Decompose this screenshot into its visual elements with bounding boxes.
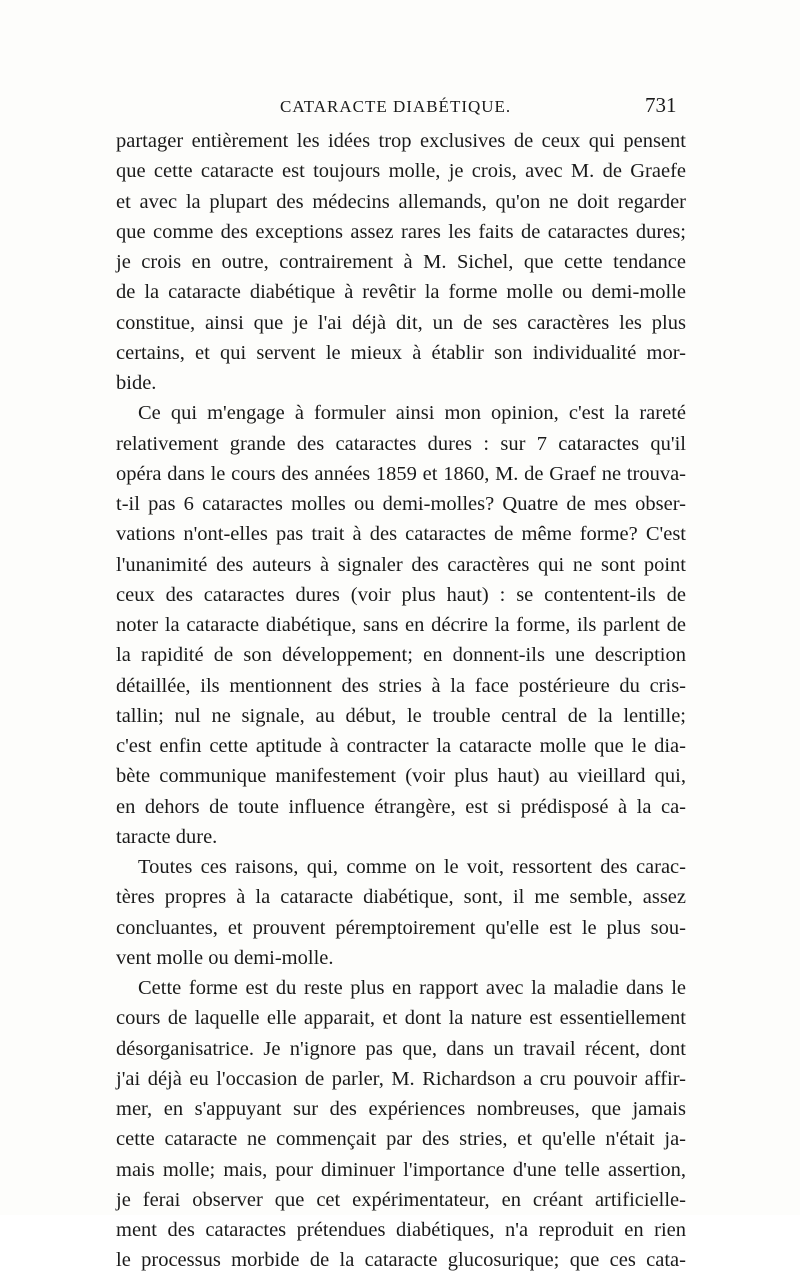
text-line: mer, en s'appuyant sur des expériences nombreuses, que jamais [116,1098,686,1120]
text-line: partager entièrement les idées trop exclusives de ceux qui pensent [116,130,686,152]
text-line: certains, et qui servent le mieux à établir son individualité mor- [116,341,686,364]
body-text [116,126,686,1276]
text-line: détaillée, ils mentionnent des stries à la face postérieure du cris- [116,674,686,697]
text-line: vations n'ont-elles pas trait à des cataractes de même forme? C'est [116,523,686,546]
text-line: que cette cataracte est toujours molle, je crois, avec M. de Graefe [116,160,686,183]
text-line: Ce qui m'engage à formuler ainsi mon opinion, c'est la rareté [138,402,686,425]
text-line: le processus morbide de la cataracte glucosurique; que ces cata- [116,1249,686,1272]
text-line: l'unanimité des auteurs à signaler des caractères qui ne sont point [116,553,686,576]
text-line: ceux des cataractes dures (voir plus haut) : se contentent-ils de [116,583,686,606]
text-line: taracte dure. [116,825,218,848]
text-line: j'ai déjà eu l'occasion de parler, M. Richardson a cru pouvoir affir- [116,1067,686,1090]
text-line: bète communique manifestement (voir plus haut) au vieillard qui, [116,765,686,788]
text-line: concluantes, et prouvent péremptoirement qu'elle est le plus sou- [116,916,686,939]
text-line: ment des cataractes prétendues diabétiques, n'a reproduit en rien [116,1219,686,1241]
text-line: et avec la plupart des médecins allemands, qu'on ne doit regarder [116,190,686,213]
text-line: désorganisatrice. Je n'ignore pas que, dans un travail récent, dont [116,1037,686,1060]
text-line: cette cataracte ne commençait par des stries, et qu'elle n'était ja- [116,1128,686,1151]
text-line: en dehors de toute influence étrangère, est si prédisposé à la ca- [116,795,686,818]
text-line: la rapidité de son développement; en donnent-ils une description [116,644,686,667]
text-line: constitue, ainsi que je l'ai déjà dit, un de ses caractères les plus [116,311,686,334]
text-line: tères propres à la cataracte diabétique, sont, il me semble, assez [116,886,686,909]
running-title: CATARACTE DIABÉTIQUE. [280,97,512,116]
text-line: Toutes ces raisons, qui, comme on le voit, ressortent des carac- [138,856,686,878]
text-line: noter la cataracte diabétique, sans en décrire la forme, ils parlent de [116,614,686,636]
page-number: 731 [645,93,677,117]
text-line: de la cataracte diabétique à revêtir la forme molle ou demi-molle [116,281,686,304]
text-line: Cette forme est du reste plus en rapport avec la maladie dans le [138,977,686,999]
text-line: tallin; nul ne signale, au début, le trouble central de la lentille; [116,704,686,727]
text-line: c'est enfin cette aptitude à contracter la cataracte molle que le dia- [116,735,686,757]
text-line: t-il pas 6 cataractes molles ou demi-molles? Quatre de mes obser- [116,493,686,515]
text-line: relativement grande des cataractes dures : sur 7 cataractes qu'il [116,432,686,455]
text-line: opéra dans le cours des années 1859 et 1860, M. de Graef ne trouva- [116,462,686,485]
text-line: cours de laquelle elle apparait, et dont la nature est essentiellement [116,1007,686,1030]
text-line: que comme des exceptions assez rares les faits de cataractes dures; [116,220,686,243]
text-line: bide. [116,372,157,394]
text-line: mais molle; mais, pour diminuer l'importance d'une telle assertion, [116,1158,686,1181]
text-line: vent molle ou demi-molle. [116,946,334,969]
text-line: je ferai observer que cet expérimentateur, en créant artificielle- [116,1188,686,1211]
text-line: je crois en outre, contrairement à M. Sichel, que cette tendance [116,251,686,273]
